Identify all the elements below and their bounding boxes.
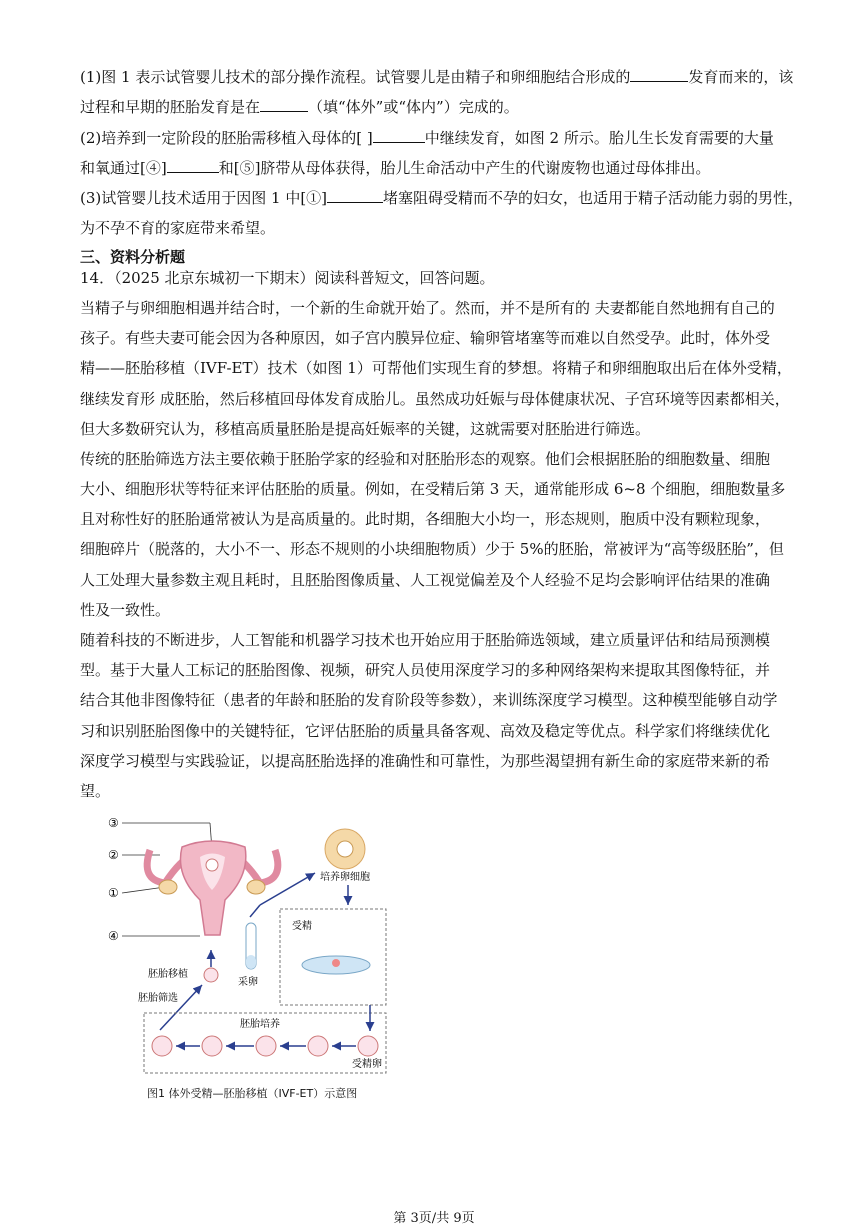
q2-text-b: 中继续发育，如图 2 所示。胎儿生长发育需要的大量 <box>424 129 774 147</box>
label-culture: 胚胎培养 <box>240 1019 280 1030</box>
figure-caption: 图1 体外受精—胚胎移植（IVF-ET）示意图 <box>147 1087 358 1100</box>
cultured-egg-icon <box>325 829 365 869</box>
q3-text-b: 堵塞阻碍受精而不孕的妇女，也适用于精子活动能力弱的男性， <box>383 189 804 207</box>
q2-line-1 <box>80 128 774 148</box>
passage-line: 性及一致性。 <box>80 601 171 619</box>
label-egg-retrieval: 采卵 <box>238 977 258 988</box>
q3-blank-1[interactable] <box>327 188 383 203</box>
passage-line: 且对称性好的胚胎通常被认为是高质量的。此时期，各细胞大小均一，形态规则，胞质中没有颗粒现象， <box>80 510 771 528</box>
passage-line: 人工处理大量参数主观且耗时，且胚胎图像质量、人工视觉偏差及个人经验不足均会影响评估结果的准确 <box>80 571 771 589</box>
passage-line: 细胞碎片（脱落的，大小不一、形态不规则的小块细胞物质）少于 5%的胚胎，常被评为“高等级胚胎”，但 <box>80 540 784 558</box>
ivf-et-diagram <box>100 805 400 1105</box>
q1-text-a: (1)图 1 表示试管婴儿技术的部分操作流程。试管婴儿是由精子和卵细胞结合形成的 <box>80 68 631 86</box>
section-title: 三、资料分析题 <box>80 248 186 266</box>
q1-line-1 <box>80 67 793 87</box>
marker-3: ③ <box>108 816 119 830</box>
label-transfer: 胚胎移植 <box>148 969 188 980</box>
passage-line: 孩子。有些夫妻可能会因为各种原因，如子宫内膜异位症、输卵管堵塞等而难以自然受孕。此时，体外受 <box>80 329 771 347</box>
passage-line: 深度学习模型与实践验证，以提高胚胎选择的准确性和可靠性，为那些渴望拥有新生命的家庭带来新的希 <box>80 752 771 770</box>
q1-line-2 <box>80 97 519 117</box>
q2-text-d: 和[⑤]脐带从母体获得，胎儿生命活动中产生的代谢废物也通过母体排出。 <box>218 159 711 177</box>
uterus-illustration <box>147 841 278 935</box>
q1-blank-2[interactable] <box>260 97 308 112</box>
q1-text-d: （填“体外”或“体内”）完成的。 <box>308 98 519 116</box>
q3-text-a: (3)试管婴儿技术适用于因图 1 中[①] <box>80 189 328 207</box>
passage-line: 精——胚胎移植（IVF-ET）技术（如图 1）可帮他们实现生育的梦想。将精子和卵细胞取出后在体外受精， <box>80 359 792 377</box>
label-cultured-egg: 培养卵细胞 <box>320 872 370 883</box>
q3-line-1 <box>80 188 803 208</box>
q2-blank-1[interactable] <box>373 128 425 143</box>
passage-line: 习和识别胚胎图像中的关键特征，它评估胚胎的质量具备客观、高效及稳定等优点。科学家们将继续优化 <box>80 722 771 740</box>
label-screening: 胚胎筛选 <box>138 993 178 1004</box>
passage-line: 传统的胚胎筛选方法主要依赖于胚胎学家的经验和对胚胎形态的观察。他们会根据胚胎的细胞数量、细胞 <box>80 450 771 468</box>
passage-line: 继续发育形 成胚胎，然后移植回母体发育成胎儿。虽然成功妊娠与母体健康状况、子宫环境等因素都相关， <box>80 390 790 408</box>
q2-line-2 <box>80 158 710 178</box>
q2-text-c: 和氧通过[④] <box>80 159 167 177</box>
marker-4: ④ <box>108 929 119 943</box>
label-fertilization: 受精 <box>292 921 312 932</box>
marker-1: ① <box>108 886 119 900</box>
q14-intro: 14．（2025 北京东城初一下期末）阅读科普短文，回答问题。 <box>80 269 495 287</box>
page-footer: 第 3页/共 9页 <box>393 1211 475 1226</box>
marker-2: ② <box>108 848 119 862</box>
q2-blank-2[interactable] <box>167 158 219 173</box>
label-fertilized-egg: 受精卵 <box>352 1059 382 1070</box>
passage-line: 大小、细胞形状等特征来评估胚胎的质量。例如，在受精后第 3 天，通常能形成 6~8 个细胞，细胞数量多 <box>80 480 786 498</box>
q1-text-c: 过程和早期的胚胎发育是在 <box>80 98 261 116</box>
q3-text-c: 为不孕不育的家庭带来希望。 <box>80 219 276 237</box>
passage-line: 随着科技的不断进步，人工智能和机器学习技术也开始应用于胚胎筛选领域，建立质量评估和结局预测模 <box>80 631 771 649</box>
passage-line: 望。 <box>80 782 111 800</box>
q1-text-b: 发育而来的，该 <box>688 68 794 86</box>
q1-blank-1[interactable] <box>630 67 688 82</box>
q2-text-a: (2)培养到一定阶段的胚胎需移植入母体的[ ] <box>80 129 373 147</box>
passage-line: 型。基于大量人工标记的胚胎图像、视频，研究人员使用深度学习的多种网络架构来提取其图像特征，并 <box>80 661 771 679</box>
passage-line: 当精子与卵细胞相遇并结合时，一个新的生命就开始了。然而，并不是所有的 夫妻都能自然地拥有自己的 <box>80 299 775 317</box>
q3-line-2 <box>80 218 275 238</box>
passage-line: 但大多数研究认为，移植高质量胚胎是提高妊娠率的关键，这就需要对胚胎进行筛选。 <box>80 420 651 438</box>
passage-line: 结合其他非图像特征（患者的年龄和胚胎的发育阶段等参数），来训练深度学习模型。这种模型能够自动学 <box>80 691 778 709</box>
